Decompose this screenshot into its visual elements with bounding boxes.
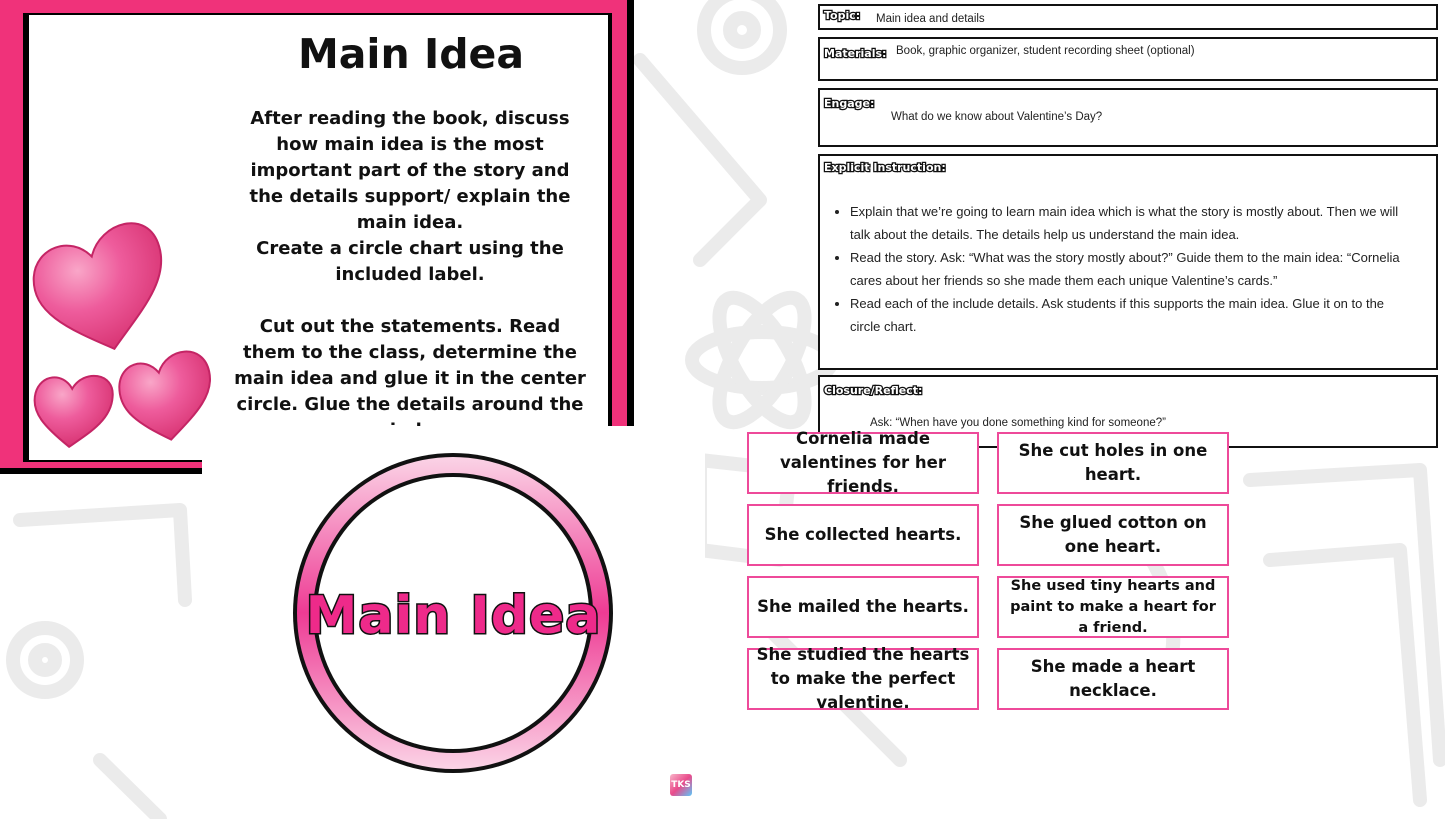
closure-value: Ask: “When have you done something kind for someone?” bbox=[870, 417, 1166, 429]
materials-value: Book, graphic organizer, student recording sheet (optional) bbox=[896, 45, 1195, 57]
explicit-list bbox=[836, 200, 1410, 338]
topic-value: Main idea and details bbox=[876, 13, 985, 25]
instruction-card bbox=[0, 0, 627, 468]
explicit-item: • Read each of the include details. Ask students if this supports the main idea. Glue it on to the circle chart. bbox=[850, 292, 1410, 338]
lesson-materials-box bbox=[818, 37, 1438, 81]
card-paragraph-cut-out: Cut out the statements. Read them to the class, determine the main idea and glue it in the center circle. Glue the details around the bbox=[234, 316, 586, 415]
explicit-label: Explicit Instruction: bbox=[824, 161, 946, 174]
card-title: Main Idea bbox=[297, 30, 525, 78]
large-heart-icon bbox=[25, 218, 178, 363]
card-paragraph-discuss: After reading the book, discuss how main idea is the most important part of the story and the details support/ explain the main idea. bbox=[249, 108, 571, 233]
closure-label: Closure/Reflect: bbox=[824, 384, 923, 397]
statement-card[interactable]: She cut holes in one heart. bbox=[997, 432, 1229, 494]
statement-card[interactable]: Cornelia made valentines for her friends. bbox=[747, 432, 979, 494]
materials-label: Materials: bbox=[824, 47, 887, 60]
statement-card[interactable]: She glued cotton on one heart. bbox=[997, 504, 1229, 566]
topic-label: Topic: bbox=[824, 9, 861, 22]
statement-card[interactable]: She studied the hearts to make the perfect valentine. bbox=[747, 648, 979, 710]
tks-logo: TKS bbox=[670, 774, 692, 796]
engage-label: Engage: bbox=[824, 97, 875, 110]
statement-card[interactable]: She used tiny hearts and paint to make a heart for a friend. bbox=[997, 576, 1229, 638]
statement-card[interactable]: She made a heart necklace. bbox=[997, 648, 1229, 710]
statement-card[interactable]: She collected hearts. bbox=[747, 504, 979, 566]
hearts-decoration bbox=[25, 215, 225, 455]
card-paragraph-circle-chart: Create a circle chart using the included label. bbox=[256, 238, 564, 285]
lesson-explicit-box bbox=[818, 154, 1438, 370]
main-idea-circle-panel bbox=[202, 426, 705, 819]
statement-card[interactable]: She mailed the hearts. bbox=[747, 576, 979, 638]
explicit-item: • Explain that we’re going to learn main idea which is what the story is mostly about. Then we will talk about the details. The details help us understand the main idea. bbox=[850, 200, 1410, 246]
circle-label: Main Idea bbox=[305, 586, 602, 646]
small-heart-icon bbox=[30, 370, 115, 451]
explicit-item: • Read the story. Ask: “What was the story mostly about?” Guide them to the main idea: “Cornelia cares about her friends so she made them each unique Valentine’s cards.” bbox=[850, 246, 1410, 292]
lesson-engage-box bbox=[818, 88, 1438, 147]
engage-value: What do we know about Valentine’s Day? bbox=[891, 111, 1103, 123]
lesson-topic-box bbox=[818, 4, 1438, 30]
